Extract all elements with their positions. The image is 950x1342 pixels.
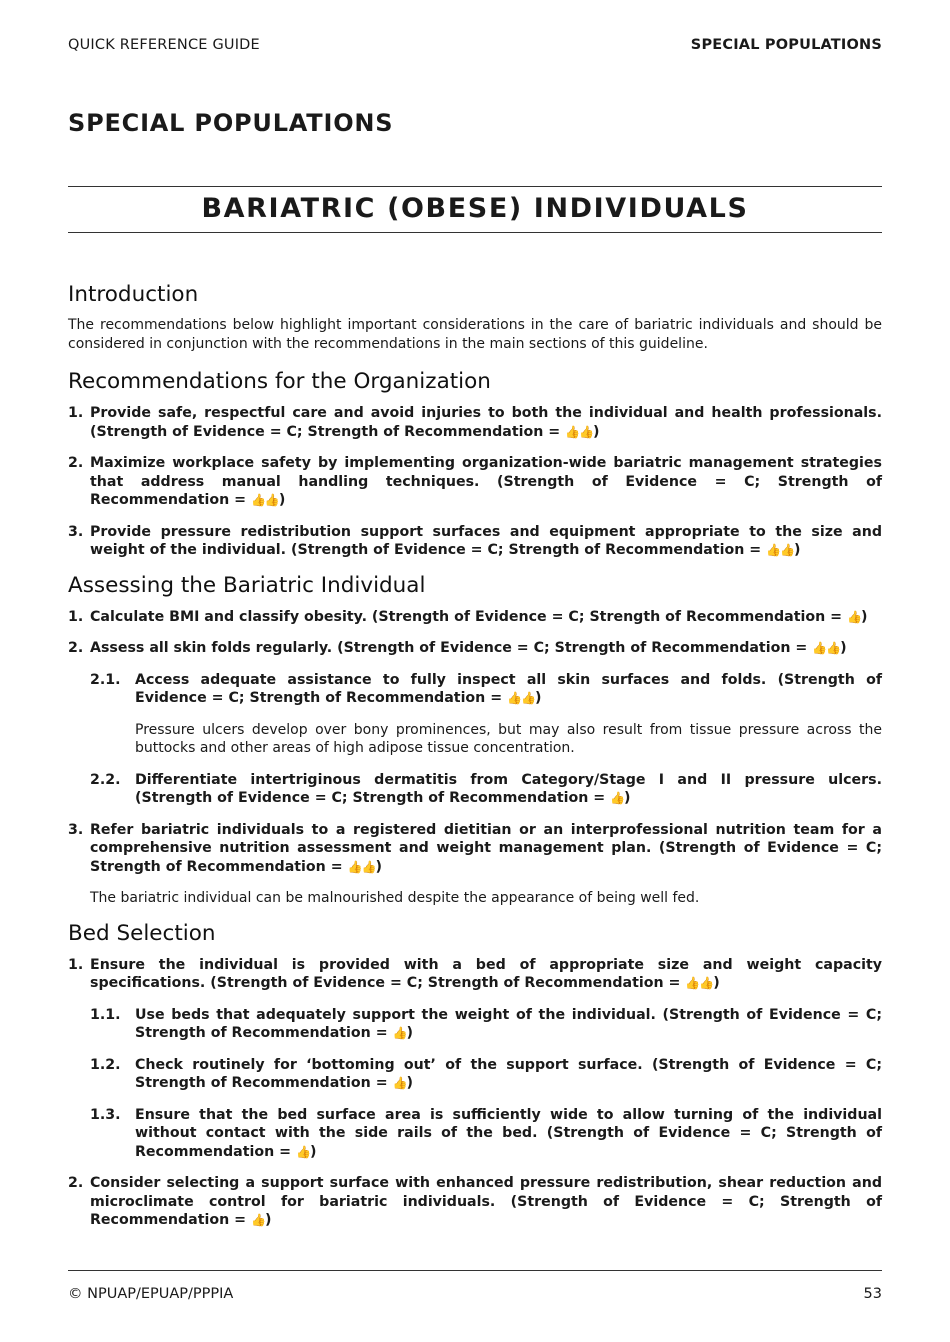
item-text: Assess all skin folds regularly. (Strength of Evidence = C; Strength of Recommendation = [90,640,813,656]
item-number: 1.3. [90,1106,121,1123]
item-note: The bariatric individual can be malnourished despite the appearance of being well fed. [90,890,700,906]
header-guide-label: QUICK REFERENCE GUIDE [68,37,260,53]
list-item: 3. Provide pressure redistribution support surfaces and equipment appropriate to the size and weight of the individual. (Strength of Evidence = C; Strength of Recommendation = 👍👍) [68,523,882,558]
item-text: Provide pressure redistribution support surfaces and equipment appropriate to the size and weight of the individual. (Strength of Evidence = C; Strength of Recommendation = [90,523,882,558]
thumbs-up-icon: 👍👍 [812,641,841,655]
thumbs-up-icon: 👍👍 [250,493,279,507]
sub-item: 1.3. Ensure that the bed surface area is sufficiently wide to allow turning of the individual without contact with the side rails of the bed. (Strength of Evidence = C; Strength of Recommendation = 👍) [90,1106,882,1160]
item-text: Consider selecting a support surface with enhanced pressure redistribution, shear reduction and microclimate control for bariatric individuals. (Strength of Evidence = C; Strength of Recommendation = [90,1175,882,1228]
item-text: Ensure that the bed surface area is sufficiently wide to allow turning of the individual without contact with the side rails of the bed. (Strength of Evidence = C; Strength of Recommendation = [135,1106,882,1160]
item-number: 3. [68,523,84,540]
item-number: 3. [68,821,84,838]
list-item: 1. Calculate BMI and classify obesity. (Strength of Evidence = C; Strength of Recommendation = 👍) [68,608,868,625]
item-number: 2. [68,640,84,656]
item-number: 1. [68,608,84,625]
sub-item: 2.1. Access adequate assistance to fully inspect all skin surfaces and folds. (Strength of Evidence = C; Strength of Recommendation = 👍👍) [90,671,882,706]
copyright: © NPUAP/EPUAP/PPPIA [68,1286,234,1302]
thumbs-up-icon: 👍👍 [766,543,794,557]
thumbs-up-icon: 👍 [610,791,625,805]
item-text: Provide safe, respectful care and avoid injuries to both the individual and health professionals. (Strength of Evidence = C; Strength of Recommendation = [90,405,882,440]
item-text: Refer bariatric individuals to a registered dietitian or an interprofessional nutrition team for a comprehensive nutrition assessment and weight management plan. (Strength of Evidence = C; Strength of Recommendation = [90,821,882,875]
bed-heading: Bed Selection [68,920,216,946]
title-rule-bottom [68,232,882,233]
footer-rule [68,1270,882,1271]
thumbs-up-icon: 👍👍 [685,976,714,990]
list-item: 2. Maximize workplace safety by implementing organization-wide bariatric management strategies that address manual handling techniques. (Strength of Evidence = C; Strength of Recommendation = 👍👍) [68,455,882,508]
list-item: 1. Ensure the individual is provided with a bed of appropriate size and weight capacity specifications. (Strength of Evidence = C; Strength of Recommendation = 👍👍) [68,956,882,991]
org-heading: Recommendations for the Organization [68,369,491,394]
item-number: 1. [68,405,84,421]
item-text: Check routinely for ‘bottoming out’ of the support surface. (Strength of Evidence = C; Strength of Recommendation = [135,1056,882,1091]
title-rule-top [68,186,882,187]
item-number: 2.1. [90,671,121,688]
list-item: 1. Provide safe, respectful care and avoid injuries to both the individual and health professionals. (Strength of Evidence = C; Strength of Recommendation = 👍👍) [68,405,882,440]
list-item: 3. Refer bariatric individuals to a registered dietitian or an interprofessional nutrition team for a comprehensive nutrition assessment and weight management plan. (Strength of Evidence = C; Strength of Recommendation = 👍👍) [68,821,882,875]
item-number: 2. [68,1175,84,1191]
list-item: 2. Consider selecting a support surface with enhanced pressure redistribution, shear reduction and microclimate control for bariatric individuals. (Strength of Evidence = C; Strength of Recommendation = 👍) [68,1175,882,1228]
item-text: Calculate BMI and classify obesity. (Strength of Evidence = C; Strength of Recommendation = [90,608,847,625]
sub-item: 2.2. Differentiate intertriginous dermatitis from Category/Stage I and II pressure ulcers. (Strength of Evidence = C; Strength of Recommendation = 👍) [90,771,882,806]
thumbs-up-icon: 👍👍 [565,424,593,439]
item-number: 1.2. [90,1056,121,1073]
item-note: Pressure ulcers develop over bony prominences, but may also result from tissue pressure across the buttocks and other areas of high adipose tissue concentration. [135,721,882,756]
header-section-label: SPECIAL POPULATIONS [690,37,882,53]
item-text: Differentiate intertriginous dermatitis from Category/Stage I and II pressure ulcers. (Strength of Evidence = C; Strength of Recommendation = [135,771,882,806]
thumbs-up-icon: 👍👍 [507,691,535,705]
list-item: 2. Assess all skin folds regularly. (Strength of Evidence = C; Strength of Recommendation = 👍👍) [68,640,847,656]
thumbs-up-icon: 👍 [392,1026,407,1040]
item-text: Ensure the individual is provided with a bed of appropriate size and weight capacity specifications. (Strength of Evidence = C; Strength of Recommendation = [90,956,882,991]
intro-text: The recommendations below highlight important considerations in the care of bariatric individuals and should be considered in conjunction with the recommendations in the main sections of this guideline. [68,317,882,352]
item-number: 1.1. [90,1006,121,1023]
item-number: 2.2. [90,771,121,788]
item-number: 1. [68,956,84,973]
assess-heading: Assessing the Bariatric Individual [68,572,426,598]
page-title: BARIATRIC (OBESE) INDIVIDUALS [201,193,749,224]
thumbs-up-icon: 👍👍 [347,859,376,874]
thumbs-up-icon: 👍 [250,1213,265,1227]
section-title: SPECIAL POPULATIONS [68,109,394,137]
sub-item: 1.2. Check routinely for ‘bottoming out’ of the support surface. (Strength of Evidence = C; Strength of Recommendation = 👍) [90,1056,882,1091]
item-text: Maximize workplace safety by implementing organization-wide bariatric management strategies that address manual handling techniques. (Strength of Evidence = C; Strength of Recommendation = [90,455,882,508]
sub-item: 1.1. Use beds that adequately support the weight of the individual. (Strength of Evidence = C; Strength of Recommendation = 👍) [90,1006,882,1041]
thumbs-up-icon: 👍 [847,609,861,624]
item-number: 2. [68,455,84,471]
intro-heading: Introduction [68,282,199,307]
thumbs-up-icon: 👍 [295,1144,310,1159]
page-number: 53 [863,1286,882,1302]
item-text: Access adequate assistance to fully inspect all skin surfaces and folds. (Strength of Evidence = C; Strength of Recommendation = [135,671,882,706]
thumbs-up-icon: 👍 [392,1076,407,1090]
item-text: Use beds that adequately support the weight of the individual. (Strength of Evidence = C; Strength of Recommendation = [135,1006,882,1041]
main-content [68,282,882,1230]
